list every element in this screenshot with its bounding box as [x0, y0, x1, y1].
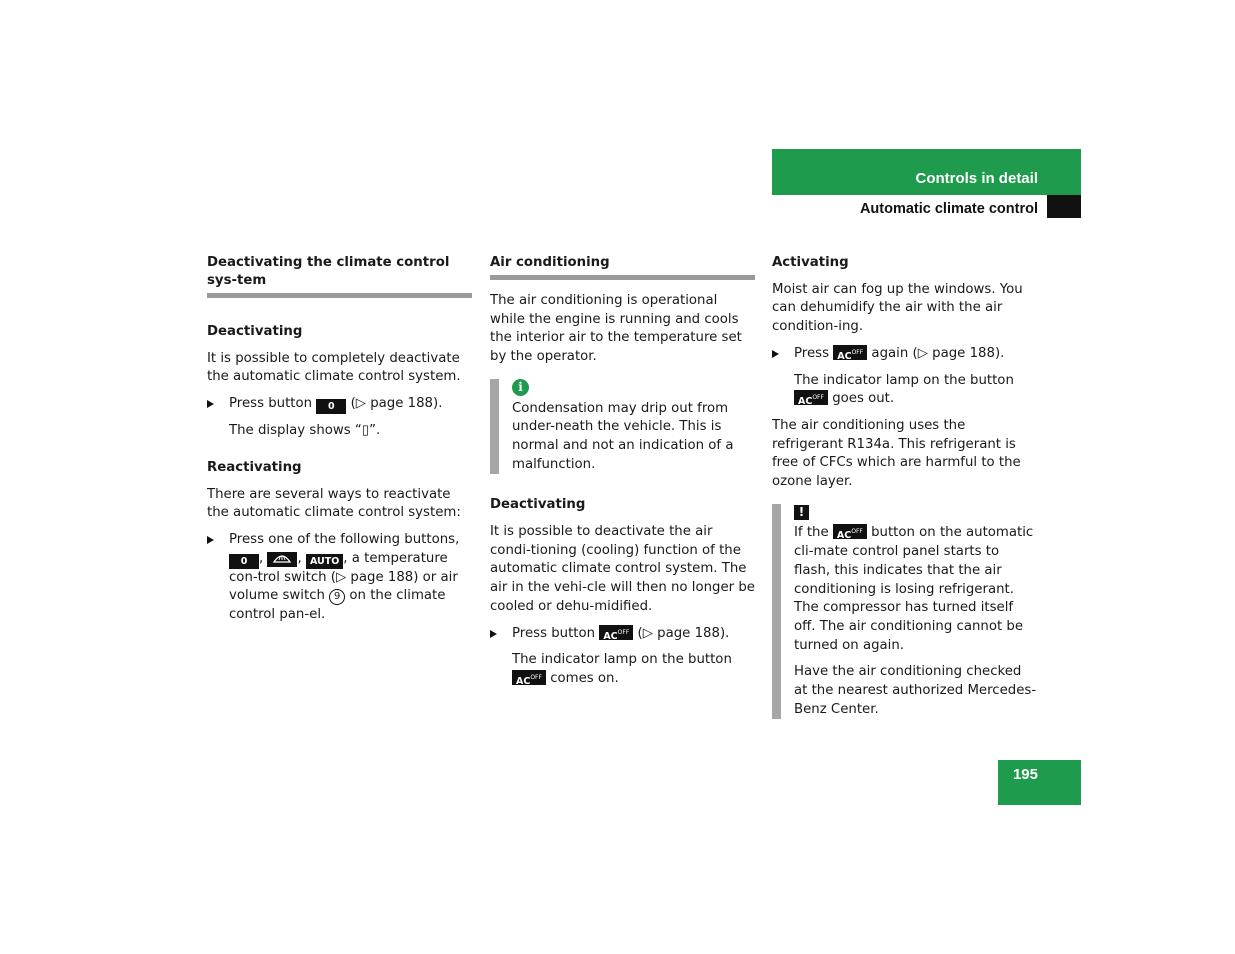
- col1-reactivating-text: There are several ways to reactivate the automatic climate control system:: [207, 486, 461, 521]
- col2-title: Air conditioning: [490, 255, 610, 270]
- col2-deactivating-heading: Deactivating: [490, 497, 586, 513]
- col2-deactivating-text: It is possible to deactivate the air condi-tioning (cooling) function of the automatic climate control system. The air in the vehi-cle will then no longer be cooled or dehu-midified.: [490, 524, 755, 614]
- warning-note: [772, 504, 1038, 720]
- col1-deactivating-text: It is possible to completely deactivate the automatic climate control system.: [207, 350, 461, 385]
- windshield-defrost-button-icon: [267, 552, 297, 567]
- section-marker: [1047, 195, 1081, 218]
- bullet-arrow-icon: [207, 536, 214, 544]
- info-note: [490, 379, 755, 475]
- ac-off-button-icon: $AC^{OFF}$: [833, 524, 867, 539]
- ac-off-button-icon: $AC^{OFF}$: [833, 345, 867, 360]
- note-bar: [490, 379, 499, 475]
- info-icon: i: [512, 379, 529, 396]
- col2-deactivate-result: The indicator lamp on the button $AC^{OFF}$ comes on.: [512, 652, 732, 687]
- page-number: 195: [1012, 766, 1038, 783]
- col1-title: Deactivating the climate control sys-tem: [207, 255, 450, 288]
- col1-deactivate-result: The display shows “▯”.: [229, 423, 381, 439]
- col1-reactivate-step: Press one of the following buttons, 0 , , AUTO , a temperature con-trol switch (▷ page 188) or air volume switch 9 on the climate control pan-el.: [207, 531, 472, 625]
- chapter-title: Controls in detail: [915, 170, 1038, 187]
- info-note-text: Condensation may drip out from under-neath the vehicle. This is normal and not an indication of a malfunction.: [512, 400, 734, 472]
- warning-text-1: If the $AC^{OFF}$ button on the automatic cli-mate control panel starts to flash, this indicates that the air conditioning is losing refrigerant. The compressor has turned itself off. The air conditioning cannot be turned on again.: [794, 525, 1034, 653]
- col3-refrigerant-text: The air conditioning uses the refrigerant R134a. This refrigerant is free of CFCs which are harmful to the ozone layer.: [772, 417, 1021, 490]
- auto-button-icon: AUTO: [306, 554, 343, 569]
- col1-reactivating-heading: Reactivating: [207, 459, 302, 475]
- col1-deactivating-heading: Deactivating: [207, 324, 303, 339]
- bullet-arrow-icon: [207, 400, 214, 408]
- col3-activating-text: Moist air can fog up the windows. You can dehumidify the air with the air condition-ing.: [772, 281, 1023, 335]
- ac-off-button-icon: $AC^{OFF}$: [794, 390, 828, 405]
- col3-activating-heading: Activating: [772, 255, 849, 270]
- bullet-arrow-icon: [490, 630, 497, 638]
- col1-deactivate-step: Press button 0 (▷ page 188).: [207, 395, 472, 414]
- note-bar: [772, 504, 781, 720]
- column-2: [490, 254, 755, 689]
- col2-intro: The air conditioning is operational while the engine is running and cools the interior air to the temperature set by the operator.: [490, 293, 742, 365]
- col1-title-rule: [207, 293, 472, 298]
- col2-deactivate-step: Press button $AC^{OFF}$ (▷ page 188).: [490, 625, 755, 644]
- zero-button-icon: 0: [229, 554, 259, 569]
- warning-text-2: Have the air conditioning checked at the nearest authorized Mercedes-Benz Center.: [794, 664, 1037, 717]
- bullet-arrow-icon: [772, 350, 779, 358]
- ac-off-button-icon: $AC^{OFF}$: [599, 625, 633, 640]
- chapter-tab: [772, 149, 1081, 195]
- col3-activate-result: The indicator lamp on the button $AC^{OFF}$ goes out.: [794, 372, 1014, 408]
- section-title: Automatic climate control: [859, 201, 1038, 217]
- ac-off-button-icon: $AC^{OFF}$: [512, 670, 546, 685]
- col2-title-rule: [490, 275, 755, 280]
- page-number-tab: [998, 760, 1081, 805]
- column-1: [207, 254, 472, 625]
- warning-icon: !: [794, 505, 809, 520]
- zero-button-icon: 0: [316, 399, 346, 414]
- switch-number-icon: 9: [329, 589, 345, 605]
- column-3: [772, 254, 1038, 719]
- col3-activate-step: Press $AC^{OFF}$ again (▷ page 188).: [772, 345, 1038, 364]
